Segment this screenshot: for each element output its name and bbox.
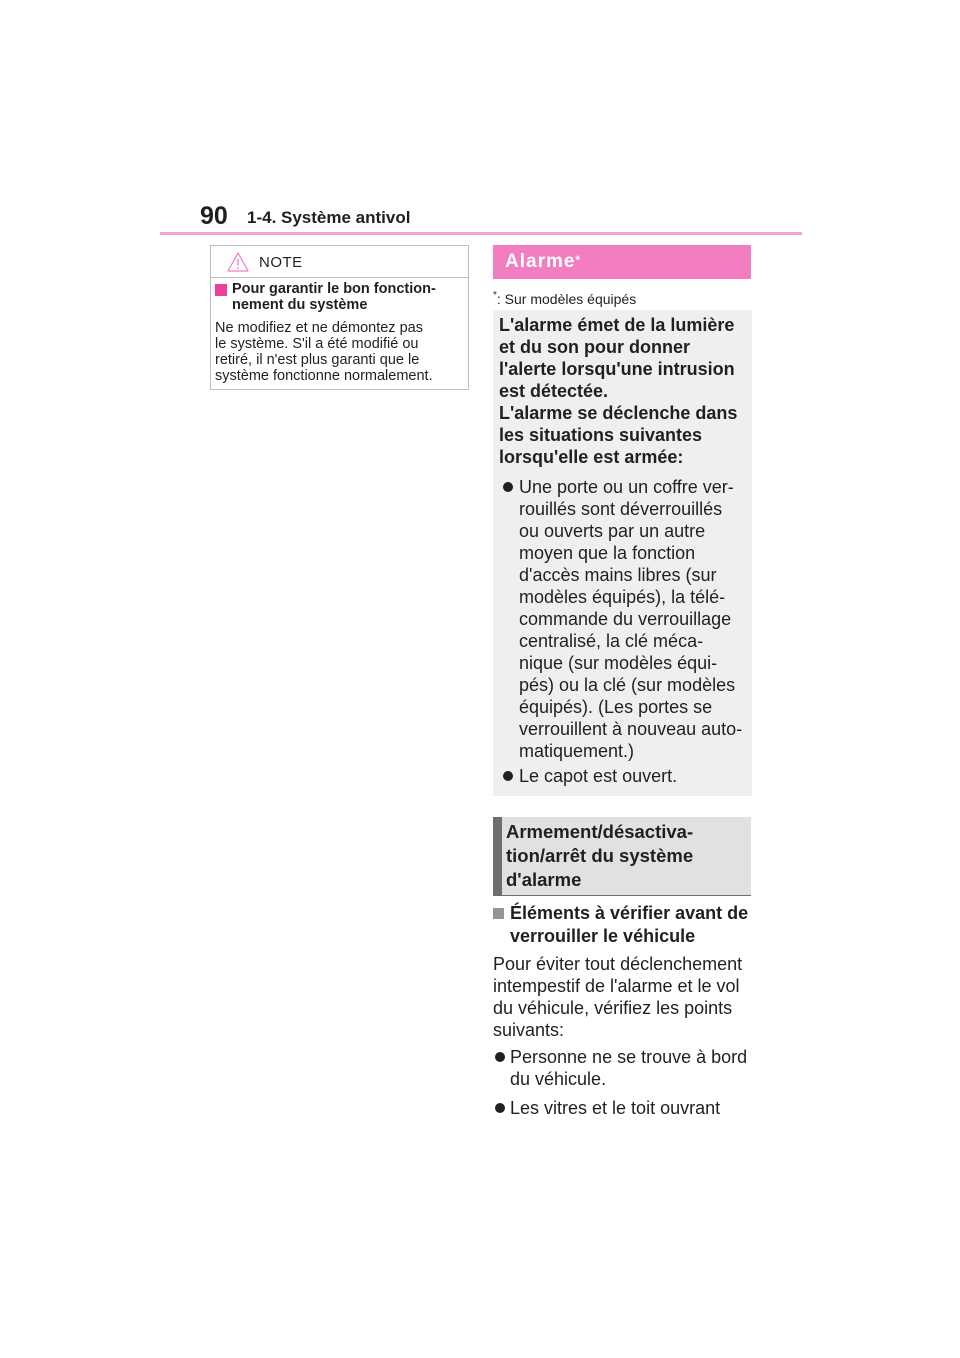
page-number: 90 — [200, 202, 228, 230]
footnote-marker: * — [493, 290, 497, 301]
note-label: NOTE — [259, 254, 303, 271]
alarm-intro-text: L'alarme émet de la lumière et du son pour donner l'alerte lorsqu'une intrusion est détectée. L'alarme se déclenche dans les situations suivantes lorsqu'elle est armée: — [499, 315, 738, 467]
note-heading: Pour garantir le bon fonction- nement du système — [232, 281, 436, 313]
list-item-text: Une porte ou un coffre ver- rouillés sont déverrouillés ou ouverts par un autre moyen que la fonction d'accès mains libres (sur modèles équipés), la télé- commande du verrouillage centralisé, la clé méca- nique (sur modèles équi- pés) ou la clé (sur modèles équipés). (Les portes se verrouillent à nouveau auto- matiquement.) — [519, 477, 743, 761]
round-bullet-icon — [495, 1052, 505, 1062]
alarm-title-marker: * — [575, 253, 582, 267]
footnote — [493, 290, 636, 308]
paragraph: Pour éviter tout déclenchement intempestif de l'alarme et le vol du véhicule, vérifiez les points suivants: — [493, 954, 743, 1040]
note-box — [210, 245, 469, 390]
list-item-text: Personne ne se trouve à bord du véhicule. — [510, 1047, 748, 1089]
round-bullet-icon — [503, 482, 513, 492]
round-bullet-icon — [503, 771, 513, 781]
warning-triangle-icon — [227, 252, 249, 272]
section-accent-bar — [493, 817, 502, 895]
square-bullet-icon — [493, 908, 504, 919]
square-bullet-icon — [215, 284, 227, 296]
footnote-text: : Sur modèles équipés — [496, 291, 637, 307]
alarm-section-header — [493, 245, 751, 279]
note-header — [211, 246, 468, 278]
section-title: 1-4. Système antivol — [247, 208, 411, 227]
note-body: Ne modifiez et ne démontez pas le système. S'il a été modifié ou retiré, il n'est plus garanti que le système fonctionne normalement. — [215, 320, 433, 384]
alarm-intro-box — [493, 310, 752, 796]
alarm-title — [505, 249, 581, 275]
arming-section-header — [493, 817, 751, 896]
header-rule — [160, 232, 802, 235]
alarm-title-text: Alarme — [505, 251, 576, 272]
arming-title: Armement/désactiva- tion/arrêt du système d'alarme — [506, 821, 694, 890]
sub-heading: Éléments à vérifier avant de verrouiller le véhicule — [510, 903, 749, 946]
list-item-text: Le capot est ouvert. — [519, 766, 678, 786]
round-bullet-icon — [495, 1103, 505, 1113]
list-item-text: Les vitres et le toit ouvrant — [510, 1098, 721, 1118]
